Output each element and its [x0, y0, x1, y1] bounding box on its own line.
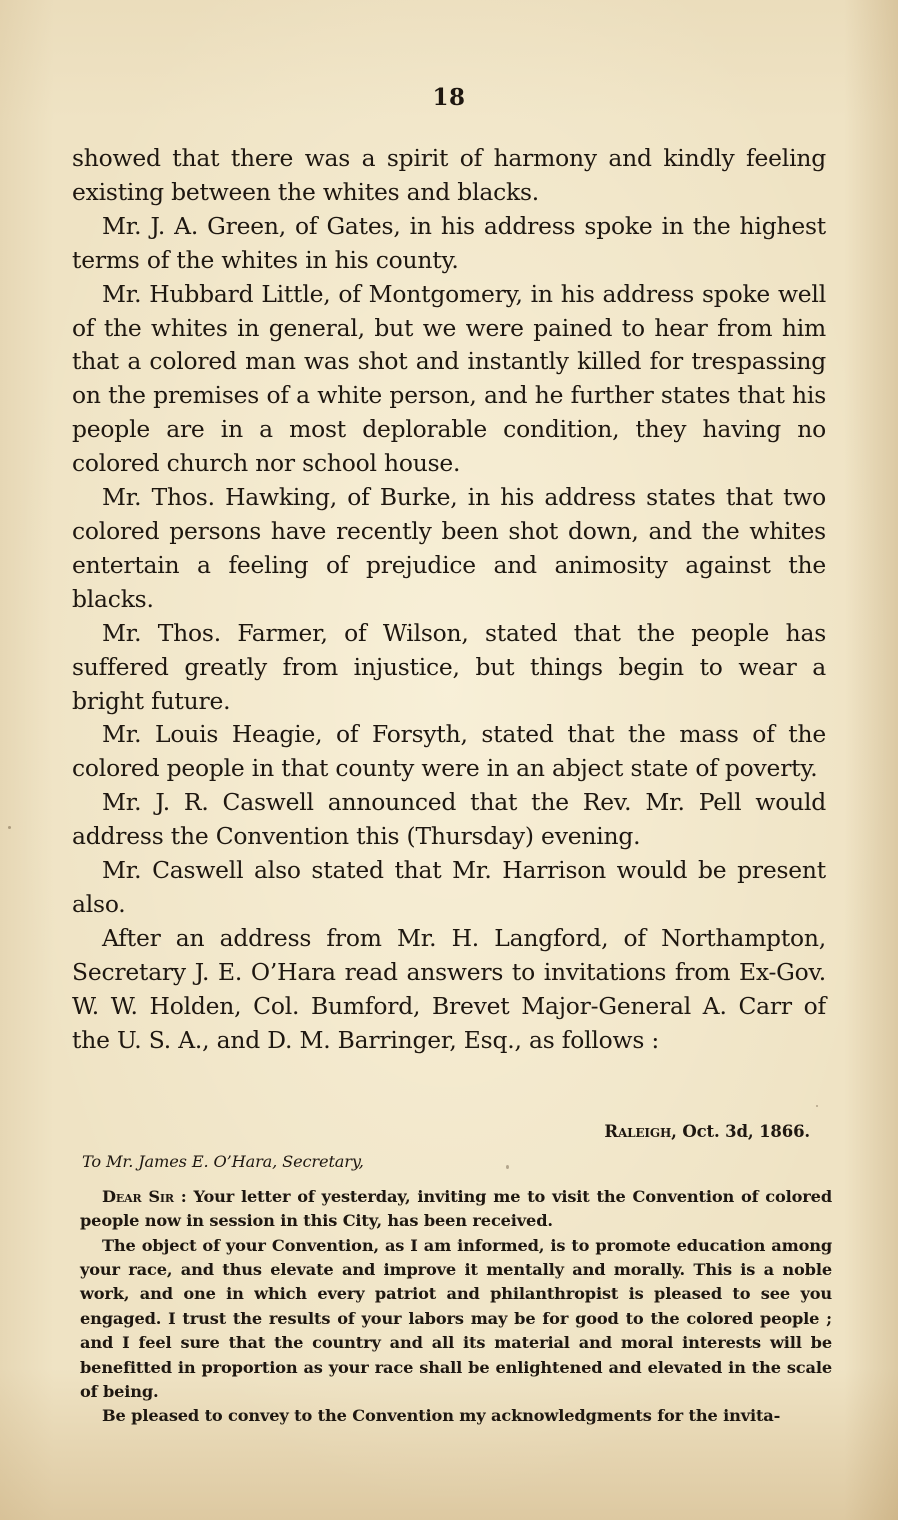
page-number: 18 — [432, 84, 466, 111]
paragraph-little: Mr. Hubbard Little, of Montgomery, in his address spoke well of the whites in general, but we were pained to hear from him that a colored man was shot and instantly killed for trespassing on the premises of a white person, and he further states that his people are in a most deplorable condition, they having no colored church nor school house. — [72, 279, 826, 478]
paragraph-caswell-announcement: Mr. J. R. Caswell announced that the Rev. Mr. Pell would address the Convention this (Thursday) evening. — [72, 788, 826, 851]
paper-speck — [8, 826, 11, 829]
paragraph-langford: After an address from Mr. H. Langford, of Northampton, Secretary J. E. O’Hara read answers to invitations from Ex-Gov. W. W. Holden, Col. Bumford, Brevet Major-General A. Carr of the U. S. A., and D. M. Barringer, Esq., as follows : — [72, 923, 826, 1054]
paragraph-farmer: Mr. Thos. Farmer, of Wilson, stated that the people has suffered greatly from injustice, but things begin to wear a bright future. — [72, 618, 826, 715]
paragraph-caswell-harrison: Mr. Caswell also stated that Mr. Harrison would be present also. — [72, 856, 826, 918]
paper-speck — [816, 1105, 818, 1107]
letter-date: Oct. 3d, 1866. — [682, 1122, 810, 1141]
letter-dateline — [80, 1120, 832, 1144]
paragraph-green: Mr. J. A. Green, of Gates, in his address spoke in the highest terms of the whites in his county. — [72, 211, 826, 274]
body-text — [72, 142, 826, 1057]
letter-addressee: To Mr. James E. O’Hara, Secretary, — [82, 1152, 364, 1172]
letter-paragraph-1-text: Your letter of yesterday, inviting me to visit the Convention of colored people now in session in this City, has been received. — [80, 1186, 832, 1231]
letter-paragraph-3: Be pleased to convey to the Convention my acknowledgments for the invita- — [102, 1406, 781, 1426]
letter-salutation: Dear Sir : — [102, 1186, 187, 1206]
paragraph-heagie: Mr. Louis Heagie, of Forsyth, stated that the mass of the colored people in that county were in an abject state of poverty. — [72, 720, 826, 783]
paragraph-continuation: showed that there was a spirit of harmony and kindly feeling existing between the whites and blacks. — [72, 144, 826, 206]
letter-place: Raleigh, — [604, 1122, 677, 1141]
letter — [80, 1120, 832, 1429]
letter-paragraph-2: The object of your Convention, as I am informed, is to promote education among your race, and thus elevate and improve it mentally and morally. This is a noble work, and one in which every patriot and philanthropist is pleased to see you engaged. I trust the results of your labors may be for good to the colored people ; and I feel sure that the country and all its material and moral interests will be benefitted in proportion as your race shall be enlightened and elevated in the scale of being. — [80, 1235, 832, 1402]
paragraph-hawking: Mr. Thos. Hawking, of Burke, in his address states that two colored persons have recently been shot down, and the whites entertain a feeling of prejudice and animosity against the blacks. — [72, 483, 826, 613]
paper-speck — [506, 1165, 509, 1169]
letter-paragraph-1 — [80, 1185, 832, 1234]
